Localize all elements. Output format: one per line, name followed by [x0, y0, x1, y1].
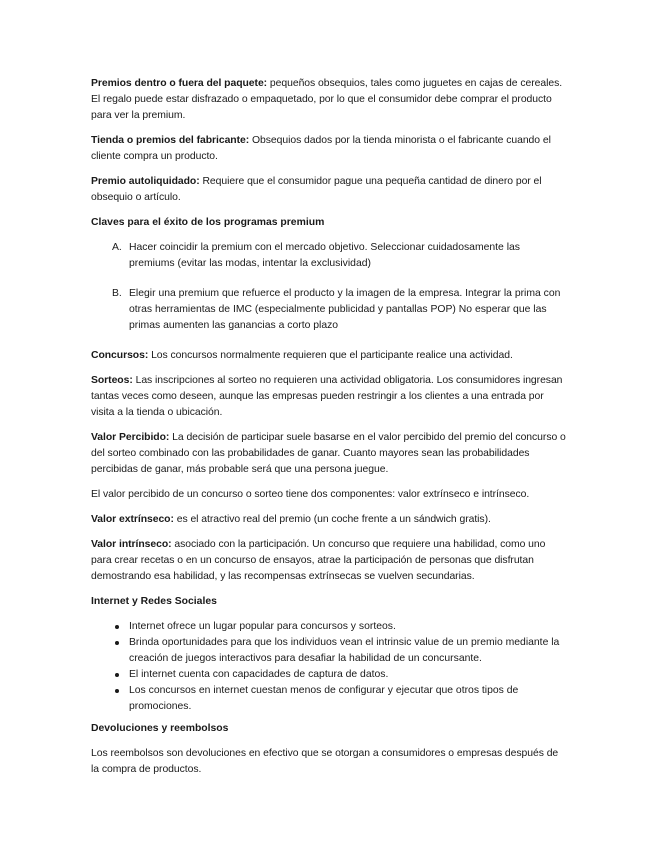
internet-bullet-list [91, 619, 567, 715]
paragraph-valor-percibido: Valor Percibido: La decisión de participar suele basarse en el valor percibido del premio del concurso o del sorteo combinado con las probabilidades de ganar. Cuanto mayores sean las probabilidades percibidas de ganar, más probable será que una persona juegue. [91, 432, 566, 475]
paragraph-tienda-fabricante: Tienda o premios del fabricante: Obsequios dados por la tienda minorista o el fabricante cuando el cliente compra un producto. [91, 135, 551, 162]
bullet-icon [115, 641, 119, 645]
list-item: A. Hacer coincidir la premium con el mercado objetivo. Seleccionar cuidadosamente las premiums (evitar las modas, intentar la exclusividad) [112, 242, 520, 269]
paragraph-extrinseco: Valor extrínseco: es el atractivo real del premio (un coche frente a un sándwich gratis). [91, 514, 491, 525]
list-item: Internet ofrece un lugar popular para concursos y sorteos. [91, 619, 567, 635]
bullet-icon [115, 689, 119, 693]
paragraph-sorteos: Sorteos: Las inscripciones al sorteo no requieren una actividad obligatoria. Los consumidores ingresan tantas veces como deseen, aunque las empresas pueden restringir a los clientes a una entrada por visita a la tienda o ubicación. [91, 375, 563, 418]
claves-list [91, 240, 567, 334]
heading-claves: Claves para el éxito de los programas premium [91, 217, 325, 228]
heading-devoluciones: Devoluciones y reembolsos [91, 723, 229, 734]
list-item: B. Elegir una premium que refuerce el producto y la imagen de la empresa. Integrar la prima con otras herramientas de IMC (especialmente publicidad y pantallas POP) No esperar que las primas aumenten las ganancias a corto plazo [112, 288, 561, 331]
paragraph-autoliquidado: Premio autoliquidado: Requiere que el consumidor pague una pequeña cantidad de dinero por el obsequio o artículo. [91, 176, 542, 203]
list-item: Brinda oportunidades para que los individuos vean el intrinsic value de un premio mediante la creación de juegos interactivos para desafiar la habilidad de un concursante. [91, 635, 567, 667]
list-item: Los concursos en internet cuestan menos de configurar y ejecutar que otros tipos de promociones. [91, 683, 567, 715]
bullet-icon [115, 625, 119, 629]
paragraph-intrinseco: Valor intrínseco: asociado con la participación. Un concurso que requiere una habilidad, como uno para crear recetas o en un concurso de ensayos, atrae la participación de personas que disfrutan demostrando esa habilidad, y las recompensas extrínsecas se vuelven secundarias. [91, 539, 546, 582]
paragraph-premios-paquete: Premios dentro o fuera del paquete: pequeños obsequios, tales como juguetes en cajas de cereales. El regalo puede estar disfrazado o empaquetado, por lo que el consumidor debe comprar el producto para ver la premium. [91, 78, 563, 121]
paragraph-devoluciones: Los reembolsos son devoluciones en efectivo que se otorgan a consumidores o empresas después de la compra de productos. [91, 748, 559, 775]
bullet-icon [115, 673, 119, 677]
paragraph-concursos: Concursos: Los concursos normalmente requieren que el participante realice una actividad. [91, 350, 513, 361]
paragraph-componentes: El valor percibido de un concurso o sorteo tiene dos componentes: valor extrínseco e intrínseco. [91, 489, 530, 500]
heading-internet: Internet y Redes Sociales [91, 596, 217, 607]
list-item: El internet cuenta con capacidades de captura de datos. [91, 667, 567, 683]
